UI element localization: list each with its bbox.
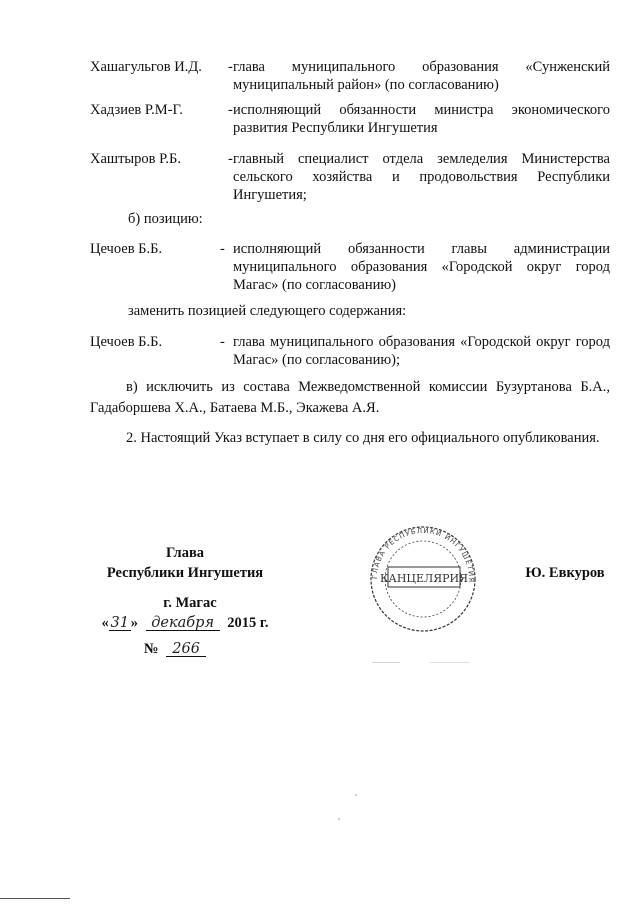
scan-speck	[355, 794, 357, 796]
seal-center-text: КАНЦЕЛЯРИЯ	[380, 572, 468, 585]
date-line	[90, 613, 280, 633]
member-name: Хаштыров Р.Б.	[90, 151, 181, 167]
document-number: 266	[166, 642, 206, 657]
scan-speck	[372, 662, 400, 663]
position-label: б) позицию:	[128, 211, 203, 227]
scan-speck	[430, 662, 470, 663]
member-position: глава муниципального образования «Городской округ город Магас» (по согласованию);	[233, 334, 610, 368]
member-name: Хадзиев Р.М-Г.	[90, 102, 183, 118]
member-position: главный специалист отдела земледелия Министерства сельского хозяйства и продовольствия Республики Ингушетия;	[233, 151, 610, 203]
stamp-seal	[362, 525, 484, 633]
member-dash: -	[228, 102, 233, 118]
member-dash: -	[220, 334, 225, 350]
member-name: Цечоев Б.Б.	[90, 241, 163, 257]
title-line-2: Республики Ингушетия	[106, 565, 264, 581]
date-month: декабря	[146, 616, 220, 631]
number-label: №	[143, 641, 159, 657]
signature-title	[90, 543, 280, 583]
member-dash: -	[228, 59, 233, 75]
effect-paragraph: 2. Настоящий Указ вступает в силу со дня его официального опубликования.	[126, 430, 600, 446]
date-close-quote: »	[130, 615, 139, 631]
signer-name: Ю. Евкуров	[525, 565, 605, 581]
title-line-1: Глава	[165, 545, 205, 561]
replace-label: заменить позицией следующего содержания:	[128, 303, 407, 319]
member-position: глава муниципального образования «Сунженский муниципальный район» (по согласованию)	[233, 59, 610, 93]
date-year: 2015 г.	[227, 615, 269, 631]
number-line	[120, 639, 230, 659]
seal-ring-text: ГЛАВА РЕСПУБЛИКИ ИНГУШЕТИЯ	[370, 526, 476, 584]
city: г. Магас	[163, 595, 217, 611]
date-open-quote: «	[101, 615, 109, 631]
member-position: исполняющий обязанности главы администрации муниципального образования «Городской округ город Магас» (по согласованию)	[233, 241, 610, 293]
date-day: 31	[110, 615, 129, 631]
member-name: Хашагульгов И.Д.	[90, 59, 202, 75]
member-name: Цечоев Б.Б.	[90, 334, 163, 350]
scan-edge-line	[0, 898, 70, 899]
exclude-paragraph: в) исключить из состава Межведомственной комиссии Бузуртанова Б.А., Гадаборшева Х.А., Батаева М.Б., Экажева А.Я.	[90, 379, 610, 416]
scan-speck	[338, 818, 340, 820]
member-position: исполняющий обязанности министра экономического развития Республики Ингушетия	[233, 102, 610, 136]
member-dash: -	[220, 241, 225, 257]
member-dash: -	[228, 151, 233, 167]
